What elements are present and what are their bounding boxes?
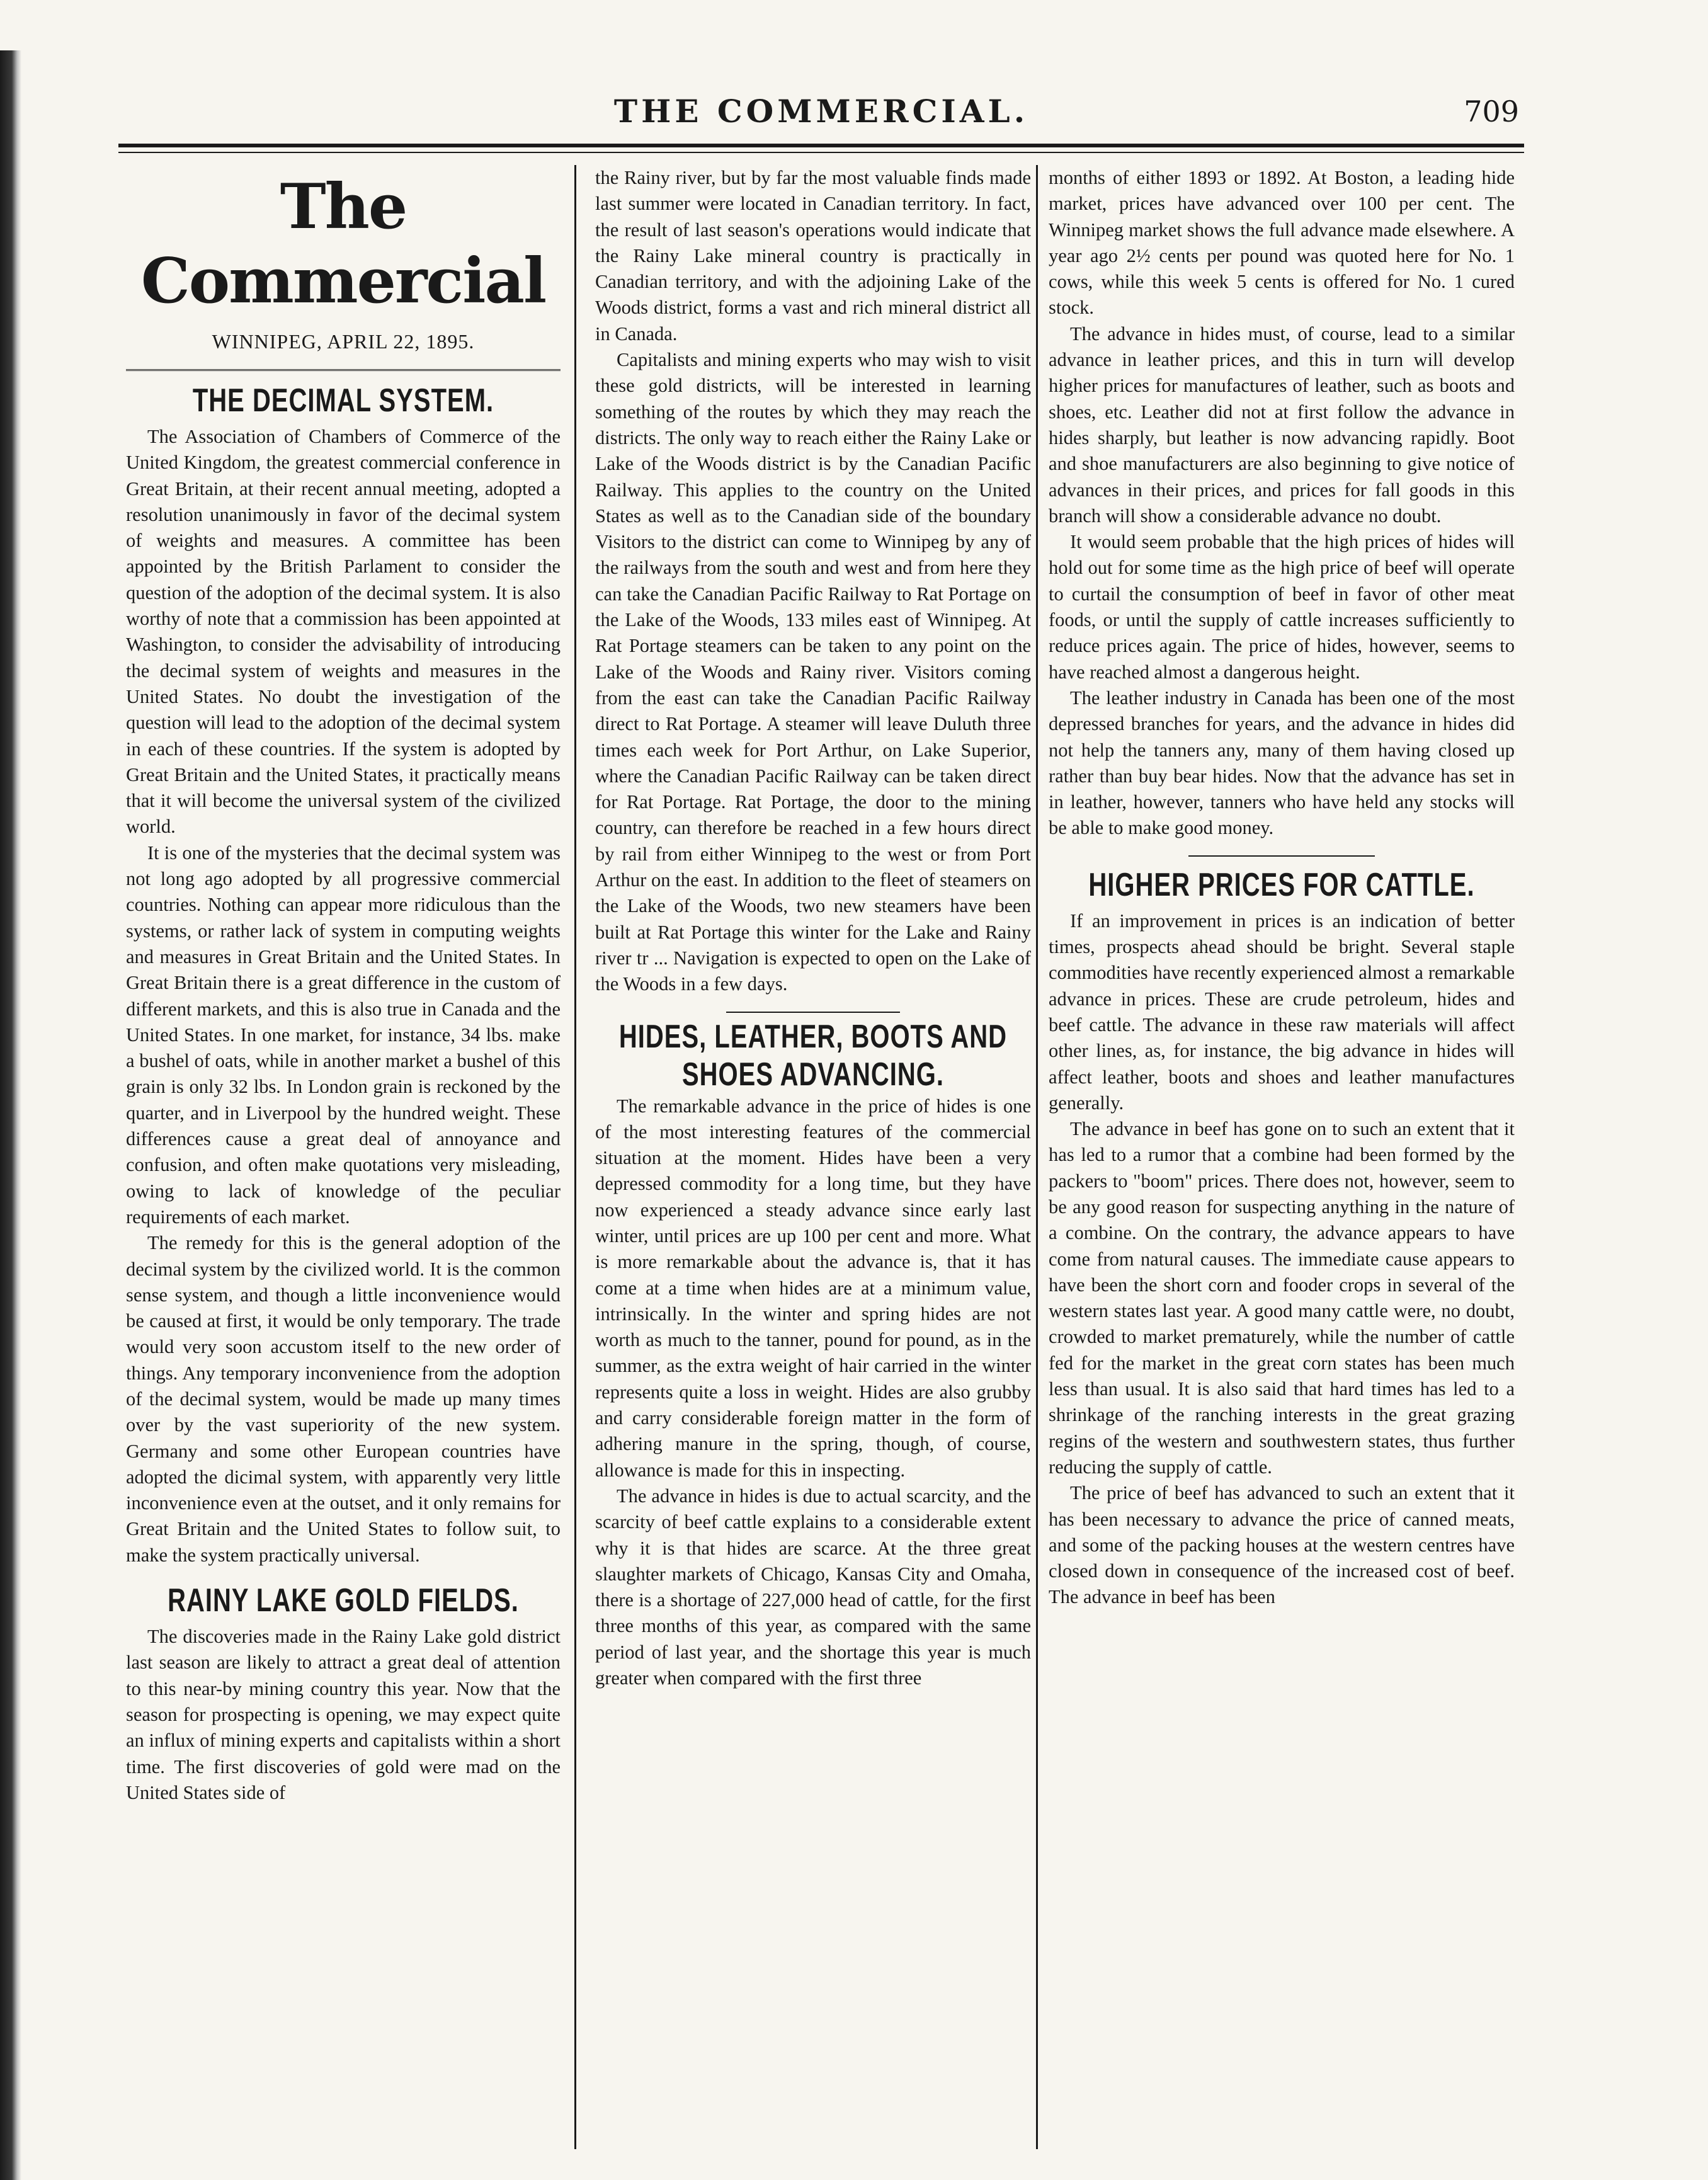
page-number: 709	[1464, 94, 1519, 128]
running-title: THE COMMERCIAL.	[613, 93, 1029, 130]
article-paragraph: The advance in hides is due to actual scarcity, and the scarcity of beef cattle explains to a considerable extent why it is that hides are scarce. At the three great slaughter markets of Chicago, Kansas City and Omaha, there is a shortage of 227,000 head of cattle, for the first three months of this year, as compared with the same period of last year, and the shortage this year is much greater when compared with the first three	[595, 1485, 1031, 1689]
article-paragraph: If an improvement in prices is an indication of better times, prospects ahead should be bright. Several staple commodities have recently experienced almost a remarkable advance in prices. These are crude petroleum, hides and beef cattle. The advance in these raw materials will affect other lines, as, for instance, the big advance in hides will affect leather, boots and shoes and leather manufactures generally.	[1049, 910, 1515, 1114]
article-paragraph: It is one of the mysteries that the decimal system was not long ago adopted by all progressive commercial countries. Nothing can appear more ridiculous than the systems, or rather lack of system in computing weights and measures in Great Britain and the United States. In Great Britain there is a great difference in the custom of different markets, and this is also true in Canada and the United States. In one market, for instance, 34 lbs. make a bushel of oats, while in another market a bushel of this grain is only 32 lbs. In London grain is reckoned by the quarter, and in Liverpool by the hundred weight. These differences cause a great deal of annoyance and confusion, and often make quotations very misleading, owing to lack of knowledge of the peculiar requirements of each market.	[126, 842, 561, 1228]
article-paragraph: It would seem probable that the high prices of hides will hold out for some time as the high price of beef will operate to curtail the consumption of beef in favor of other meat foods, or until the supply of cattle increases sufficiently to reduce prices again. The price of hides, however, seems to have reached almost a dangerous height.	[1049, 531, 1515, 683]
column-2	[595, 165, 1031, 2149]
article-paragraph: The remedy for this is the general adoption of the decimal system by the civilized world. It is the common sense system, and though a little inconvenience would be caused at first, it would be only temporary. The trade would very soon accustom itself to the new order of things. Any temporary inconvenience from the adoption of the decimal system, would be made up many times over by the vast superiority of the new system. Germany and some other European countries have adopted the dicimal system, with apparently very little inconvenience even at the outset, and it only remains for Great Britain and the United States to follow suit, to make the system practically universal.	[126, 1232, 561, 1566]
article-paragraph: The discoveries made in the Rainy Lake gold district last season are likely to attract a great deal of attention to this near-by mining country this year. Now that the season for prospecting is opening, we may expect quite an influx of mining experts and capitalists within a short time. The first discoveries of gold were mad on the United States side of	[126, 1626, 561, 1803]
binding-spine-edge	[0, 50, 21, 2180]
article-paragraph: The price of beef has advanced to such an extent that it has been necessary to advance the price of canned meats, and some of the packing houses at the western centres have closed down in consequence of the increased cost of beef. The advance in beef has been	[1049, 1482, 1515, 1608]
column-divider	[1036, 165, 1038, 2149]
section-rule	[726, 1012, 901, 1013]
masthead-title: The Commercial	[140, 171, 546, 317]
article-paragraph: The Association of Chambers of Commerce of the United Kingdom, the greatest commercial conference in Great Britain, at their recent annual meeting, adopted a resolution unanimously in favor of the decimal system of weights and measures. A committee has been appointed by the British Parlament to consider the question of the adoption of the decimal system. It is also worthy of note that a commission has been appointed at Washington, to consider the advisability of introducing the decimal system of weights and measures in the United States. No doubt the investigation of the question will lead to the adoption of the decimal system in each of these countries. If the system is adopted by Great Britain and the United States, it practically means that it will become the universal system of the civilized world.	[126, 426, 561, 838]
article-paragraph: months of either 1893 or 1892. At Boston, a leading hide market, prices have advanced over 100 per cent. The Winnipeg market shows the full advance made elsewhere. A year ago 2½ cents per pound was quoted here for No. 1 cows, while this week 5 cents is offered for No. 1 cured stock.	[1049, 167, 1515, 319]
headline-decimal-system: THE DECIMAL SYSTEM.	[192, 382, 494, 419]
column-3	[1049, 165, 1515, 2149]
header-rule-thick	[118, 144, 1524, 147]
article-paragraph: The advance in beef has gone on to such an extent that it has led to a rumor that a combine had been formed by the packers to "boom" prices. There does not, however, seem to be any good reason for suspecting anything in the nature of a combine. On the contrary, the advance appears to have come from natural causes. The immediate cause appears to have been the short corn and fooder crops in several of the western states last year. A good many cattle were, no doubt, crowded to market prematurely, while the number of cattle fed for the market in the great corn states has been much less than usual. It is also said that hard times has led to a shrinkage of the ranching interests in the great grazing regins of the western and southwestern states, thus further reducing the supply of cattle.	[1049, 1118, 1515, 1478]
header-rule-thin	[118, 152, 1524, 153]
article-paragraph: The remarkable advance in the price of hides is one of the most interesting features of the commercial situation at the moment. Hides have been a very depressed commodity for a long time, but they have now experienced a steady advance since early last winter, until prices are up 100 per cent and more. What is more remarkable about the advance is, that it has come at a time when hides are at a minimum value, intrinsically. In the winter and spring hides are not worth as much to the tanner, pound for pound, as in the summer, as the extra weight of hair carried in the winter represents quite a loss in weight. Hides are also grubby and carry considerable foreign matter in the form of adhering manure in the spring, though, of course, allowance is made for this in inspecting.	[595, 1095, 1031, 1481]
headline-rainy-lake: RAINY LAKE GOLD FIELDS.	[168, 1582, 519, 1619]
masthead-dateline: WINNIPEG, APRIL 22, 1895.	[126, 321, 561, 371]
section-rule	[1188, 855, 1375, 857]
headline-higher-prices-cattle: HIGHER PRICES FOR CATTLE.	[1088, 867, 1475, 903]
column-divider	[574, 165, 576, 2149]
article-paragraph: The advance in hides must, of course, lead to a similar advance in leather prices, and this in turn will develop higher prices for manufactures of leather, such as boots and shoes, etc. Leather did not at first follow the advance in hides sharply, but leather is now advancing rapidly. Boot and shoe manufacturers are also beginning to give notice of advances in their prices, and prices for fall goods in this branch will show a considerable advance no doubt.	[1049, 322, 1515, 527]
article-paragraph: The leather industry in Canada has been one of the most depressed branches for years, and the advance in hides did not help the tanners any, many of them having closed up rather than buy bear hides. Now that the advance has set in in leather, however, tanners who have held any stocks will be able to make good money.	[1049, 687, 1515, 839]
headline-hides-leather: HIDES, LEATHER, BOOTS AND SHOES ADVANCING.	[618, 1019, 1008, 1092]
section-gap	[126, 1568, 561, 1582]
article-paragraph: the Rainy river, but by far the most valuable finds made last summer were located in Canadian territory. In fact, the result of last season's operations would indicate that the Rainy Lake mineral country is practically in Canadian territory, and with the adjoining Lake of the Woods district, forms a vast and rich mineral district all in Canada.	[595, 167, 1031, 345]
column-1	[126, 165, 561, 2149]
article-paragraph: Capitalists and mining experts who may wish to visit these gold districts, will be interested in learning something of the routes by which they may reach the districts. The only way to reach either the Rainy Lake or Lake of the Woods district is by the Canadian Pacific Railway. This applies to the country on the United States as well as to the Canadian side of the boundary Visitors to the district can come to Winnipeg by any of the railways from the south and west and from here they can take the Canadian Pacific Railway to Rat Portage on the Lake of the Woods, 133 miles east of Winnipeg. At Rat Portage steamers can be taken to any point on the Lake of the Woods and Rainy river. Visitors coming from the east can take the Canadian Pacific Railway direct to Rat Portage. A steamer will leave Duluth three times each week for Port Arthur, on Lake Superior, where the Canadian Pacific Railway can be taken direct for Rat Portage. Rat Portage, the door to the mining country, can therefore be reached in a few hours direct by rail from either Winnipeg to the west or from Port Arthur on the east. In addition to the fleet of steamers on the Lake of the Woods, two new steamers have been built at Rat Portage this winter for the Lake and Rainy river tr ... Navigation is expected to open on the Lake of the Woods in a few days.	[595, 349, 1031, 995]
